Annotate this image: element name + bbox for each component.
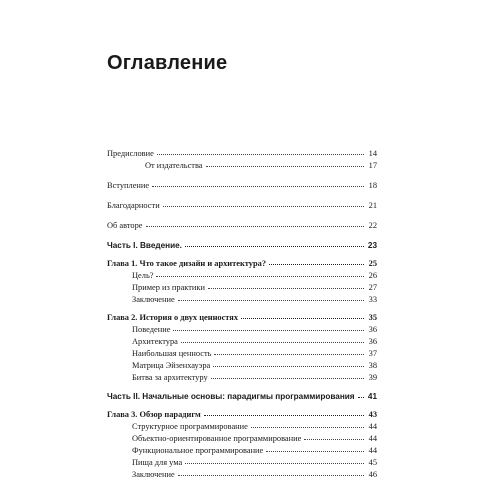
- toc-entry-introduction[interactable]: [107, 181, 377, 193]
- toc-entry-label: Структурное программирование: [132, 422, 248, 431]
- toc-page-number: 46: [368, 470, 377, 479]
- toc-page-number: 41: [367, 392, 377, 401]
- toc-entry-label: Часть II. Начальные основы: парадигмы программирования: [107, 392, 355, 401]
- toc-entry-label: Заключение: [132, 295, 175, 304]
- dot-leader: [251, 421, 364, 428]
- dot-leader: [178, 469, 364, 476]
- toc-entry-from-publisher[interactable]: [107, 161, 377, 173]
- toc-entry-label: Глава 2. История о двух ценностях: [107, 313, 239, 322]
- dot-leader: [206, 160, 364, 167]
- toc-entry-label: Глава 3. Обзор парадигм: [107, 410, 201, 419]
- dot-leader: [157, 148, 364, 155]
- dot-leader: [214, 348, 364, 355]
- toc-page-number: 14: [368, 149, 377, 158]
- toc-page-number: 18: [368, 181, 377, 190]
- toc-page-number: 22: [368, 221, 377, 230]
- dot-leader: [163, 200, 364, 207]
- dot-leader: [213, 360, 364, 367]
- toc-page-number: 38: [368, 361, 377, 370]
- toc-section[interactable]: [107, 373, 377, 385]
- toc-entry-label: Объектно-ориентированное программирование: [132, 434, 302, 443]
- toc-page-number: 44: [368, 446, 377, 455]
- toc-page-number: 35: [368, 313, 377, 322]
- dot-leader: [156, 270, 364, 277]
- toc-entry-label: Матрица Эйзенхауэра: [132, 361, 211, 370]
- toc-page-number: 37: [368, 349, 377, 358]
- dot-leader: [204, 409, 364, 416]
- toc-entry-label: Поведение: [132, 325, 171, 334]
- toc-entry-label: Архитектура: [132, 337, 178, 346]
- dot-leader: [211, 372, 364, 379]
- toc-page-number: 44: [368, 422, 377, 431]
- toc-entry-label: Вступление: [107, 181, 150, 190]
- toc-entry-label: Предисловие: [107, 149, 154, 158]
- dot-leader: [181, 336, 364, 343]
- toc-entry-acknowledgements[interactable]: [107, 201, 377, 213]
- dot-leader: [304, 433, 364, 440]
- toc-entry-label: От издательства: [145, 161, 203, 170]
- toc-page-number: 17: [368, 161, 377, 170]
- dot-leader: [185, 457, 364, 464]
- toc-entry-label: Глава 1. Что такое дизайн и архитектура?: [107, 259, 267, 268]
- dot-leader: [173, 324, 364, 331]
- dot-leader: [146, 220, 364, 227]
- toc-page-number: 23: [367, 241, 377, 250]
- dot-leader: [178, 294, 364, 301]
- toc-page-number: 33: [368, 295, 377, 304]
- table-of-contents: [107, 149, 377, 482]
- toc-entry-label: Цель?: [132, 271, 154, 280]
- toc-section[interactable]: [107, 295, 377, 307]
- toc-entry-label: Пример из практики: [132, 283, 205, 292]
- toc-section[interactable]: [107, 470, 377, 482]
- toc-entry-label: Битва за архитектуру: [132, 373, 208, 382]
- toc-page-number: 27: [368, 283, 377, 292]
- toc-entry-label: Пища для ума: [132, 458, 183, 467]
- dot-leader: [269, 258, 364, 265]
- dot-leader: [266, 445, 364, 452]
- toc-page-number: 25: [368, 259, 377, 268]
- dot-leader: [185, 240, 364, 247]
- dot-leader: [358, 391, 364, 398]
- toc-entry-label: Благодарности: [107, 201, 160, 210]
- toc-page-number: 45: [368, 458, 377, 467]
- toc-page-number: 26: [368, 271, 377, 280]
- toc-page-number: 44: [368, 434, 377, 443]
- toc-entry-label: Часть I. Введение.: [107, 241, 182, 250]
- toc-page-number: 39: [368, 373, 377, 382]
- toc-page-number: 36: [368, 325, 377, 334]
- toc-entry-label: Наибольшая ценность: [132, 349, 212, 358]
- toc-entry-label: Функциональное программирование: [132, 446, 264, 455]
- dot-leader: [208, 282, 364, 289]
- toc-entry-label: Об авторе: [107, 221, 143, 230]
- toc-page-number: 36: [368, 337, 377, 346]
- toc-part-1[interactable]: [107, 241, 377, 253]
- toc-page-number: 43: [368, 410, 377, 419]
- toc-part-2[interactable]: [107, 392, 377, 404]
- toc-page-number: 21: [368, 201, 377, 210]
- toc-entry-label: Заключение: [132, 470, 175, 479]
- page-title: Оглавление: [107, 52, 228, 74]
- dot-leader: [241, 312, 364, 319]
- toc-entry-about-author[interactable]: [107, 221, 377, 233]
- dot-leader: [152, 180, 364, 187]
